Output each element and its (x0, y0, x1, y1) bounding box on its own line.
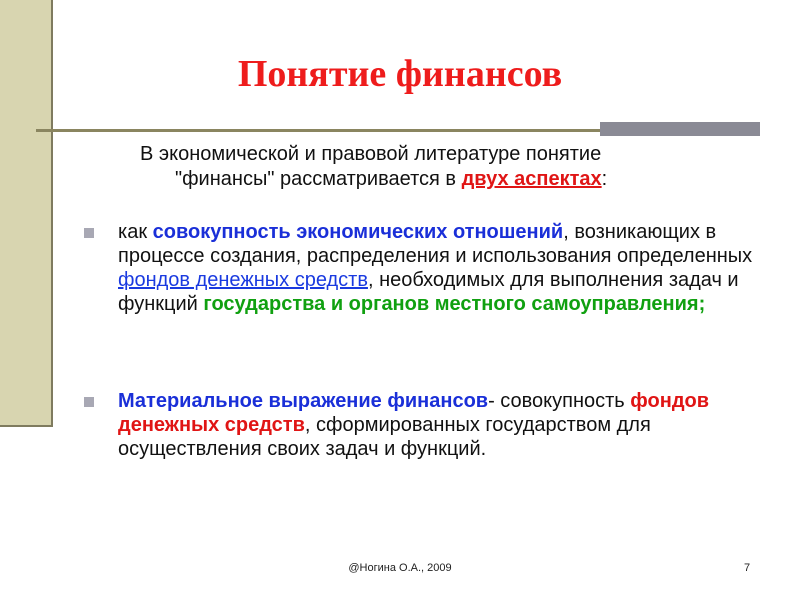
intro-text (100, 142, 740, 192)
intro-line-2 (100, 167, 740, 192)
bullet-1-text-c: , необходимых для выполнения задач и функций (118, 269, 739, 315)
intro-line-1: В экономической и правовой литературе понятие (140, 143, 602, 165)
bullet-item-1 (118, 220, 758, 316)
money-funds-emphasis: фондов денежных средств (118, 390, 710, 436)
economic-relations-emphasis: совокупность экономических отношений (152, 221, 564, 243)
intro-line-2-text: "финансы" рассматривается в (175, 168, 462, 190)
money-funds-link[interactable]: фондов денежных средств (118, 269, 368, 291)
bullet-2-text-b: , сформированных государством для осуществления своих задач и функций. (118, 414, 651, 460)
bullet-1-text-a: как (118, 221, 153, 243)
divider-accent-block (600, 122, 760, 136)
bullet-item-2 (118, 389, 758, 461)
two-aspects-emphasis: двух аспектах (461, 168, 602, 190)
footer-copyright: @Ногина О.А., 2009 (348, 562, 452, 574)
slide-title: Понятие финансов (237, 53, 563, 95)
square-bullet-icon (84, 397, 94, 407)
intro-colon: : (601, 168, 608, 190)
material-expression-emphasis: Материальное выражение финансов (118, 390, 489, 412)
square-bullet-icon (84, 228, 94, 238)
left-bar-bottom-line (0, 425, 53, 427)
bullet-1-text-b: , возникающих в процессе создания, распределения и использования определенных (118, 221, 753, 267)
page-number: 7 (744, 562, 751, 574)
bullet-2-text-a: - совокупность (488, 390, 631, 412)
state-and-local-government-emphasis: государства и органов местного самоуправления; (203, 293, 706, 315)
